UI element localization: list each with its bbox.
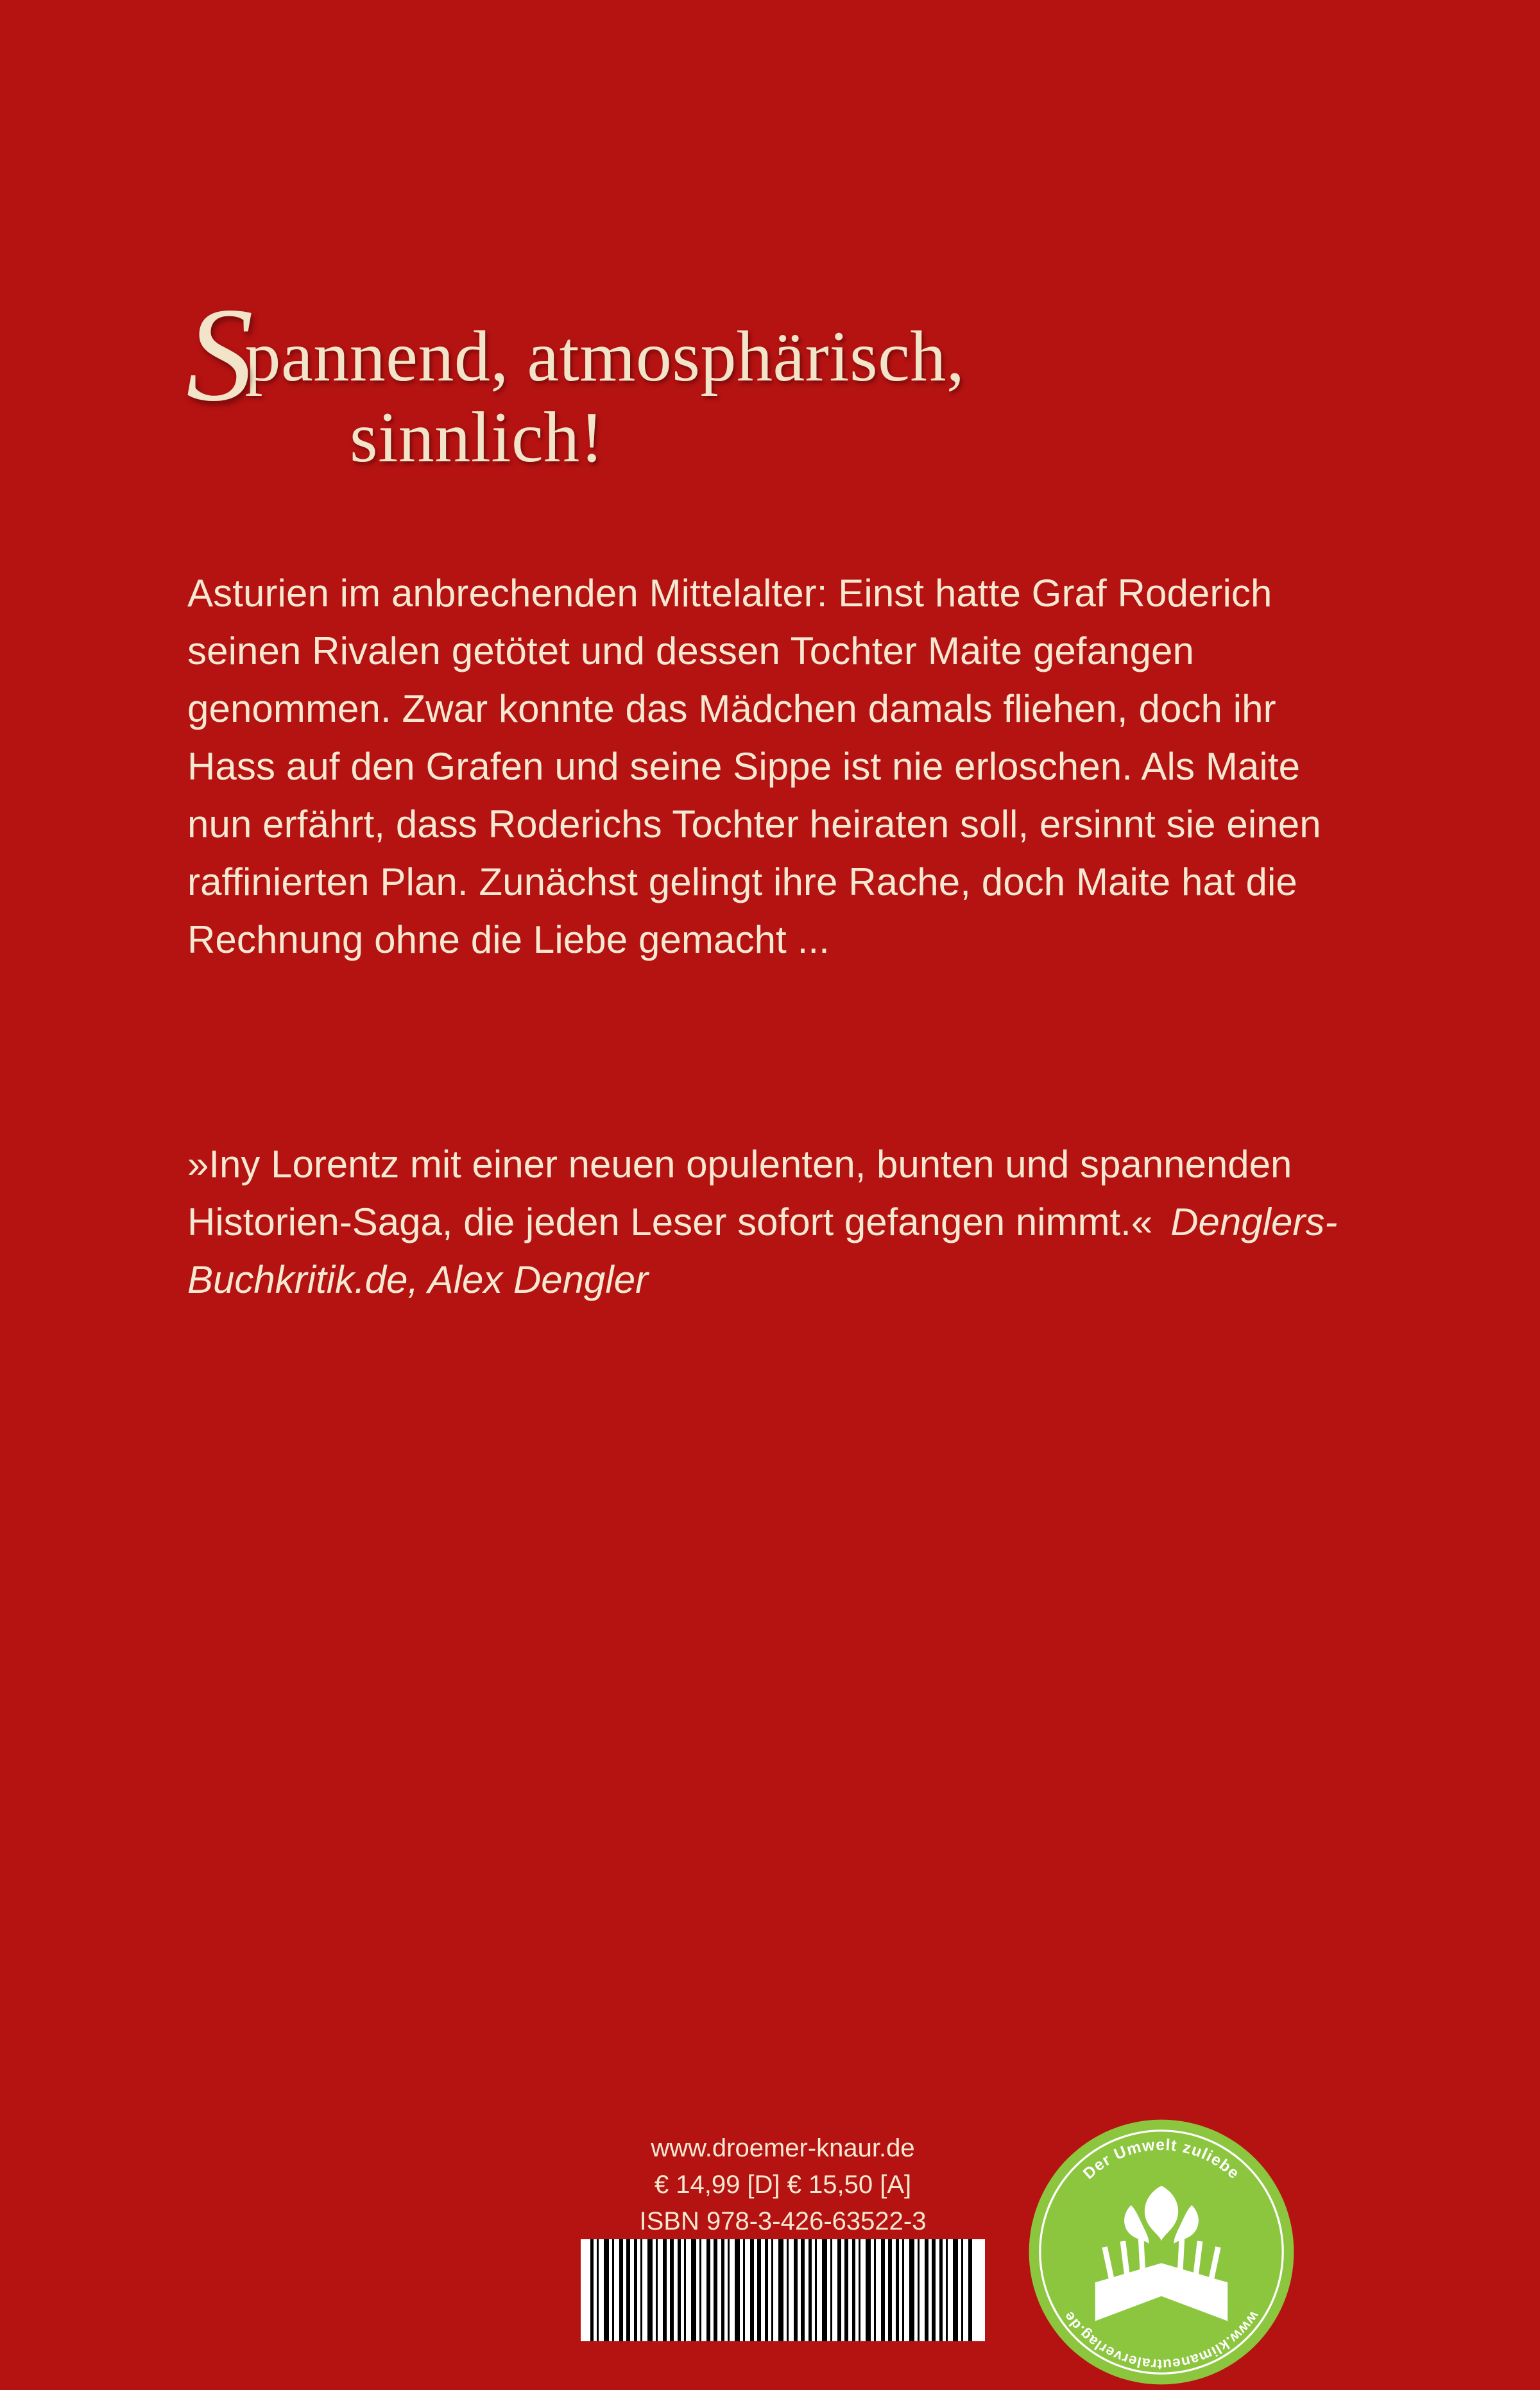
isbn-line: ISBN 978-3-426-63522-3 [639,2206,927,2235]
review-quote-text: »Iny Lorentz mit einer neuen opulenten, bunten und spannenden Historien-Saga, die jeden Leser sofort gefangen nimmt.« [187,1143,1292,1243]
headline-line-1: pannend, atmosphärisch, [244,317,965,397]
publisher-website[interactable]: www.droemer-knaur.de [651,2134,915,2162]
eco-seal-bottom-text: www.klimaneutralerverlag.de [1060,2308,1263,2373]
headline-dropcap: S [186,280,254,429]
price-line: € 14,99 [D] € 15,50 [A] [654,2170,912,2199]
blurb-text [187,565,1349,969]
barcode-stripes [590,2239,975,2341]
blurb-paragraph: Asturien im anbrechenden Mittelalter: Einst hatte Graf Roderich seinen Rivalen getötet und dessen Tochter Maite gefangen genommen. Zwar konnte das Mädchen damals fliehen, doch ihr Hass auf den Grafen und seine Sippe ist nie erloschen. Als Maite nun erfährt, dass Roderichs Tochter heiraten soll, ersinnt sie einen raffinierten Plan. Zunächst gelingt ihre Rache, doch Maite hat die Rechnung ohne die Liebe gemacht ... [187,572,1321,961]
review-quote-source: Denglers-Buchkritik.de, Alex Dengler [187,1200,1338,1301]
headline-line-2: sinnlich! [350,398,604,478]
eco-seal [1023,2114,1299,2390]
page-title [186,280,1360,480]
barcode [581,2239,985,2341]
review-quote [187,1136,1349,1309]
eco-seal-top-text: Der Umwelt zuliebe [1080,2136,1243,2183]
publisher-info [578,2130,988,2239]
